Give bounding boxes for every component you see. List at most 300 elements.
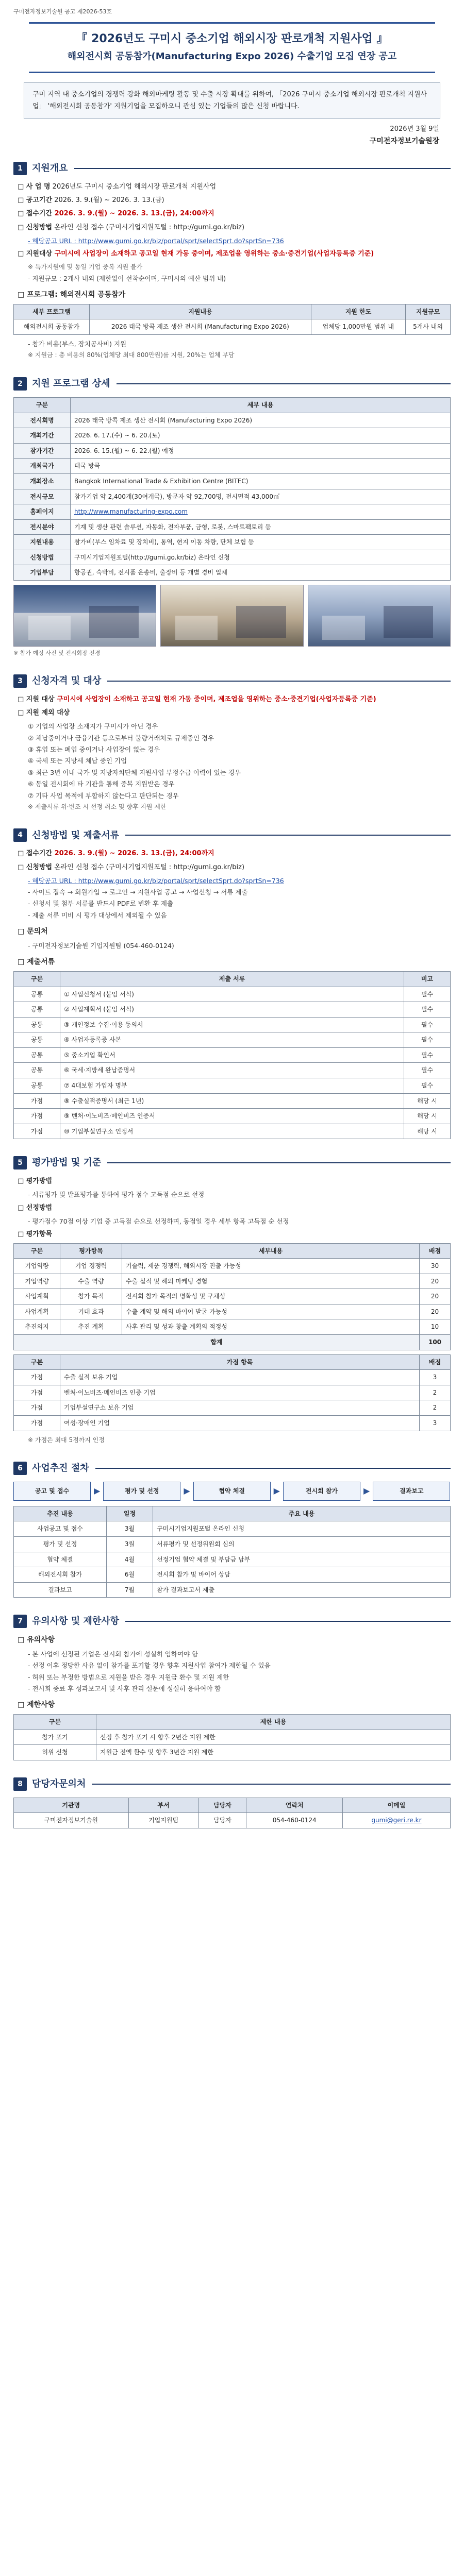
section-overview xyxy=(13,161,451,360)
table-cell: 10 xyxy=(420,1319,451,1335)
table-cell: 20 xyxy=(420,1304,451,1319)
table-row xyxy=(14,1715,451,1730)
table-header: 지원내용 xyxy=(90,304,311,319)
table-cell: 기술력, 제품 경쟁력, 해외시장 진출 가능성 xyxy=(122,1259,420,1274)
table-cell: 허위 신청 xyxy=(14,1745,96,1760)
table-header: 지원규모 xyxy=(406,304,451,319)
application-url[interactable]: - 해당공고 URL : http://www.gumi.go.kr/biz/portal/sprt/selectSprt.do?sprtSn=736 xyxy=(28,876,284,885)
table-row xyxy=(14,1536,451,1552)
table-header: 이메일 xyxy=(342,1798,450,1813)
table-cell: 가점 xyxy=(14,1124,60,1139)
exclusion-item: ④ 국세 또는 지방세 체납 중인 기업 xyxy=(28,757,127,765)
precaution-item: - 본 사업에 선정된 기업은 전시회 참가에 성실히 임하여야 함 xyxy=(28,1650,198,1658)
section-title: 지원개요 xyxy=(32,163,68,174)
table-row xyxy=(14,1124,451,1139)
table-row xyxy=(14,1354,451,1370)
table-cell: 추진 계획 xyxy=(60,1319,122,1335)
section-title: 신청방법 및 제출서류 xyxy=(32,829,120,841)
table-cell: 참가 목적 xyxy=(60,1289,122,1304)
precaution-item: - 전시회 종료 후 성과보고서 및 사후 관리 설문에 성실히 응하여야 함 xyxy=(28,1684,221,1692)
table-cell: 2026 태국 방콕 제조 생산 전시회 (Manufacturing Expo 2026) xyxy=(90,319,311,335)
overview-item: □ 공고기간 2026. 3. 9.(월) ~ 2026. 3. 13.(금) xyxy=(18,196,164,205)
table-cell: 기업지원팀 xyxy=(128,1813,198,1828)
process-step: 전시회 참가 xyxy=(283,1482,360,1501)
table-row xyxy=(14,1319,451,1335)
table-header: 연락처 xyxy=(246,1798,343,1813)
section-header xyxy=(13,377,451,391)
table-header: 배점 xyxy=(420,1354,451,1370)
table-cell: 30 xyxy=(420,1259,451,1274)
table-cell: 가점 xyxy=(14,1400,60,1416)
table-header: 구분 xyxy=(14,397,71,413)
expo-photo xyxy=(308,585,451,647)
table-cell: 7월 xyxy=(107,1582,153,1598)
table-cell: 해당 시 xyxy=(404,1093,451,1109)
intro-box: 구미 지역 내 중소기업의 경쟁력 강화 해외마케팅 활동 및 수출 시장 확대를 위하여, 「2026 구미시 중소기업 해외시장 판로개척 지원사업」 '해외전시회 공동참가' 지원기업을 모집하오니 관심 있는 기업들의 많은 신청 바랍니다. xyxy=(24,82,440,120)
table-row xyxy=(14,1109,451,1124)
table-cell: 2026. 6. 15.(월) ~ 6. 22.(월) 예정 xyxy=(71,443,451,459)
page-subtitle: 해외전시회 공동참가(Manufacturing Expo 2026) 수출기업 모집 연장 공고 xyxy=(67,50,397,62)
table-cell: 필수 xyxy=(404,1047,451,1063)
table-cell: 사업계획 xyxy=(14,1289,60,1304)
section-number: 6 xyxy=(13,1462,27,1475)
table-cell: 해외전시회 공동참가 xyxy=(14,319,90,335)
table-cell: 6월 xyxy=(107,1567,153,1583)
organization-name: 구미전자정보기술원장 xyxy=(369,137,439,145)
section-header xyxy=(13,1777,451,1791)
inquiry-title: □ 문의처 xyxy=(18,927,48,936)
documents-table xyxy=(13,971,451,1140)
table-cell: 구미시기업지원포털(http://gumi.go.kr/biz) 온라인 신청 xyxy=(71,550,451,565)
table-cell: 기업 경쟁력 xyxy=(60,1259,122,1274)
table-header: 제한 내용 xyxy=(96,1715,451,1730)
table-row xyxy=(14,489,451,504)
table-header: 기관명 xyxy=(14,1798,129,1813)
target-scale: - 지원규모 : 2개사 내외 (제한없이 선착순이며, 구미시의 예산 범위 내) xyxy=(28,274,226,282)
table-cell: 공통 xyxy=(14,1047,60,1063)
table-cell: 2026. 6. 17.(수) ~ 6. 20.(토) xyxy=(71,428,451,444)
exclusion-item: ③ 휴업 또는 폐업 중이거나 사업장이 없는 경우 xyxy=(28,745,160,754)
table-cell: 기업부설연구소 보유 기업 xyxy=(60,1400,420,1416)
table-cell: 필수 xyxy=(404,1002,451,1018)
table-cell: 참가기간 xyxy=(14,443,71,459)
table-cell: 해당 시 xyxy=(404,1124,451,1139)
exclusion-item: ② 체납중이거나 금융기관 등으로부터 불량거래처로 규제중인 경우 xyxy=(28,734,214,742)
table-row xyxy=(14,1416,451,1431)
table-header: 배점 xyxy=(420,1243,451,1259)
application-step: - 제출 서류 미비 시 평가 대상에서 제외될 수 있음 xyxy=(28,911,167,919)
table-header: 담당자 xyxy=(198,1798,246,1813)
limits-table xyxy=(13,1714,451,1760)
table-cell: 해외전시회 참가 xyxy=(14,1567,107,1583)
table-row xyxy=(14,1798,451,1813)
process-step: 평가 및 선정 xyxy=(103,1482,180,1501)
photo-caption: ※ 참가 예정 사진 및 전시회장 전경 xyxy=(13,650,101,657)
table-cell: 필수 xyxy=(404,1017,451,1032)
section-title: 신청자격 및 대상 xyxy=(32,675,102,687)
table-cell: 공통 xyxy=(14,1002,60,1018)
section-application xyxy=(13,828,451,1140)
eligibility-item: □ 지원 대상 구미시에 사업장이 소재하고 공고일 현재 가동 중이며, 제조업을 영위하는 중소·중견기업(사업자등록증 기준) xyxy=(18,696,376,703)
table-row xyxy=(14,1243,451,1259)
table-cell: ④ 사업자등록증 사본 xyxy=(60,1032,404,1048)
table-header: 부서 xyxy=(128,1798,198,1813)
table-cell: 사업계획 xyxy=(14,1304,60,1319)
table-row xyxy=(14,1304,451,1319)
table-row xyxy=(14,535,451,550)
overview-item: □ 사 업 명 2026년도 구미시 중소기업 해외시장 판로개척 지원사업 xyxy=(18,183,217,191)
section-header xyxy=(13,1156,451,1170)
program-note: - 참가 비용(부스, 장치공사비) 지원 xyxy=(28,340,127,348)
table-header: 세부내용 xyxy=(122,1243,420,1259)
application-step: - 사이트 접속 → 회원가입 → 로그인 → 지원사업 공고 → 사업신청 → 서류 제출 xyxy=(28,888,248,896)
process-table xyxy=(13,1506,451,1598)
table-row xyxy=(14,1506,451,1521)
process-step: 결과보고 xyxy=(373,1482,450,1501)
process-flow xyxy=(13,1482,451,1501)
table-cell: 사업공고 및 접수 xyxy=(14,1521,107,1537)
section-program-detail xyxy=(13,377,451,657)
section-divider xyxy=(107,1162,451,1163)
overview-item: □ 접수기간 2026. 3. 9.(월) ~ 2026. 3. 13.(금), 24:00까지 xyxy=(18,210,214,218)
table-cell: 4월 xyxy=(107,1552,153,1567)
eligibility-note: ※ 제출서류 위·변조 시 선정 취소 및 향후 지원 제한 xyxy=(28,803,167,810)
expo-photo xyxy=(13,585,156,647)
table-row xyxy=(14,1032,451,1048)
section-number: 4 xyxy=(13,828,27,842)
table-cell: 가점 xyxy=(14,1385,60,1400)
table-cell: 기계 및 생산 관련 솔루션, 자동화, 전자부품, 금형, 로봇, 스마트팩토리 등 xyxy=(71,519,451,535)
precaution-item: - 허위 또는 부정한 방법으로 지원을 받은 경우 지원금 환수 및 지원 제한 xyxy=(28,1673,229,1681)
table-cell: 가점 xyxy=(14,1416,60,1431)
section-header xyxy=(13,1614,451,1629)
table-header: 주요 내용 xyxy=(153,1506,451,1521)
table-cell: ③ 개인정보 수집·이용 동의서 xyxy=(60,1017,404,1032)
table-row xyxy=(14,397,451,413)
bonus-table xyxy=(13,1354,451,1431)
table-cell: 수출 계약 및 해외 바이어 발굴 가능성 xyxy=(122,1304,420,1319)
table-cell: 전시규모 xyxy=(14,489,71,504)
table-cell: 참가비(부스 임차료 및 장치비), 통역, 현지 이동 차량, 단체 보험 등 xyxy=(71,535,451,550)
table-cell: 전시분야 xyxy=(14,519,71,535)
table-row xyxy=(14,1552,451,1567)
table-row xyxy=(14,1370,451,1385)
table-cell: ⑨ 벤처·이노비즈·메인비즈 인증서 xyxy=(60,1109,404,1124)
table-row xyxy=(14,504,451,520)
table-cell: 선정 후 참가 포기 시 향후 2년간 지원 제한 xyxy=(96,1730,451,1745)
table-cell: 3월 xyxy=(107,1521,153,1537)
table-row xyxy=(14,1259,451,1274)
section-title: 담당자문의처 xyxy=(32,1778,86,1789)
selection-method: - 평가점수 70점 이상 기업 중 고득점 순으로 선정하며, 동점일 경우 세부 항목 고득점 순 선정 xyxy=(28,1217,289,1225)
table-cell: ⑧ 수출실적증명서 (최근 1년) xyxy=(60,1093,404,1109)
section-header xyxy=(13,161,451,176)
table-header: 구분 xyxy=(14,1715,96,1730)
section-header xyxy=(13,674,451,688)
section-contact xyxy=(13,1777,451,1828)
table-row xyxy=(14,1745,451,1760)
table-cell: ⑤ 중소기업 확인서 xyxy=(60,1047,404,1063)
precaution-item: - 선정 이후 정당한 사유 없이 참가를 포기할 경우 향후 지원사업 참여가 제한될 수 있음 xyxy=(28,1662,271,1670)
table-header: 추진 내용 xyxy=(14,1506,107,1521)
evaluation-item: □ 평가항목 xyxy=(18,1230,53,1239)
table-cell: 평가 및 선정 xyxy=(14,1536,107,1552)
table-cell: 참가기업 약 2,400개(30여개국), 방문자 약 92,700명, 전시면적 43,000㎡ xyxy=(71,489,451,504)
table-cell: 참가 포기 xyxy=(14,1730,96,1745)
section-divider xyxy=(125,835,451,836)
overview-item: □ 신청방법 온라인 신청 접수 (구미시기업지원포털 : http://gumi.go.kr/biz) xyxy=(18,223,245,231)
section-number: 7 xyxy=(13,1615,27,1628)
exclusion-item: ① 기업의 사업장 소재지가 구미시가 아닌 경우 xyxy=(28,722,158,731)
announcement-url[interactable]: - 해당공고 URL : http://www.gumi.go.kr/biz/portal/sprt/selectSprt.do?sprtSn=736 xyxy=(28,236,284,245)
section-divider xyxy=(117,383,451,384)
table-cell: 필수 xyxy=(404,1032,451,1048)
table-row xyxy=(14,473,451,489)
table-row xyxy=(14,1047,451,1063)
table-row xyxy=(14,987,451,1002)
table-row xyxy=(14,459,451,474)
table-header: 가점 항목 xyxy=(60,1354,420,1370)
table-row xyxy=(14,565,451,581)
table-cell: 협약 체결 xyxy=(14,1552,107,1567)
table-cell: 기대 효과 xyxy=(60,1304,122,1319)
table-cell: 추진의지 xyxy=(14,1319,60,1335)
section-title: 평가방법 및 기준 xyxy=(32,1157,102,1168)
program-detail-table xyxy=(13,397,451,581)
table-cell: 전시회 참가 및 바이어 상담 xyxy=(153,1567,451,1583)
section-header xyxy=(13,828,451,843)
table-row xyxy=(14,1002,451,1018)
table-cell: 공통 xyxy=(14,1078,60,1094)
table-row xyxy=(14,1289,451,1304)
bonus-note: ※ 가점은 최대 5점까지 인정 xyxy=(28,1436,105,1444)
arrow-right-icon: ▶ xyxy=(94,1486,101,1496)
table-cell: 전시회 참가 목적의 명확성 및 구체성 xyxy=(122,1289,420,1304)
table-header: 구분 xyxy=(14,1243,60,1259)
evaluation-table xyxy=(13,1243,451,1350)
expo-photo xyxy=(160,585,303,647)
table-cell: 사후 관리 및 성과 창출 계획의 적정성 xyxy=(122,1319,420,1335)
table-row xyxy=(14,550,451,565)
section-header xyxy=(13,1461,451,1476)
application-step: - 신청서 및 첨부 서류를 반드시 PDF로 변환 후 제출 xyxy=(28,900,173,908)
program-table xyxy=(13,304,451,335)
table-cell: 기업역량 xyxy=(14,1259,60,1274)
table-row xyxy=(14,1274,451,1289)
table-cell: 구미전자정보기술원 xyxy=(14,1813,129,1828)
table-total-row xyxy=(14,1335,451,1350)
table-cell: 공통 xyxy=(14,1032,60,1048)
arrow-right-icon: ▶ xyxy=(184,1486,190,1496)
table-cell: 20 xyxy=(420,1289,451,1304)
table-cell: 수출 역량 xyxy=(60,1274,122,1289)
section-divider xyxy=(74,168,451,169)
table-cell: 여성·장애인 기업 xyxy=(60,1416,420,1431)
limits-title: □ 제한사항 xyxy=(18,1701,55,1709)
section-process xyxy=(13,1461,451,1598)
arrow-right-icon: ▶ xyxy=(363,1486,370,1496)
evaluation-item: □ 평가방법 xyxy=(18,1177,53,1185)
table-cell: 지원내용 xyxy=(14,535,71,550)
section-title: 사업추진 절차 xyxy=(32,1463,89,1474)
program-title: □ 프로그램: 해외전시회 공동참가 xyxy=(18,291,126,299)
table-cell: 결과보고 xyxy=(14,1582,107,1598)
section-number: 2 xyxy=(13,377,27,391)
table-cell: ② 사업계획서 (붙임 서식) xyxy=(60,1002,404,1018)
table-header: 세부 프로그램 xyxy=(14,304,90,319)
table-cell: 개최기간 xyxy=(14,428,71,444)
target-note: ※ 특가지원에 및 동일 기업 중복 지원 불가 xyxy=(28,263,143,271)
table-cell: 5개사 내외 xyxy=(406,319,451,335)
table-cell: 2026 태국 방콕 제조 생산 전시회 (Manufacturing Expo 2026) xyxy=(71,413,451,428)
docs-title: □ 제출서류 xyxy=(18,958,55,967)
table-cell: 전시회명 xyxy=(14,413,71,428)
table-cell: 20 xyxy=(420,1274,451,1289)
table-cell: 054-460-0124 xyxy=(246,1813,343,1828)
table-cell: 홈페이지 xyxy=(14,504,71,520)
table-cell: 2 xyxy=(420,1385,451,1400)
section-divider xyxy=(107,681,451,682)
section-eligibility xyxy=(13,674,451,811)
table-row xyxy=(14,319,451,335)
table-cell: 공통 xyxy=(14,1063,60,1078)
table-cell: 개최국가 xyxy=(14,459,71,474)
expo-homepage-link[interactable]: http://www.manufacturing-expo.com xyxy=(71,504,451,520)
eligibility-item: □ 지원 제외 대상 xyxy=(18,709,70,717)
table-header: 구분 xyxy=(14,1354,60,1370)
table-header: 구분 xyxy=(14,971,60,987)
table-cell: 선정기업 협약 체결 및 부담금 납부 xyxy=(153,1552,451,1567)
section-divider xyxy=(92,1784,451,1785)
table-row xyxy=(14,1521,451,1537)
section-number: 8 xyxy=(13,1777,27,1791)
section-number: 3 xyxy=(13,674,27,688)
table-row xyxy=(14,971,451,987)
table-cell: 개최장소 xyxy=(14,473,71,489)
table-cell: 3 xyxy=(420,1370,451,1385)
table-cell: 필수 xyxy=(404,1078,451,1094)
table-cell: 신청방법 xyxy=(14,550,71,565)
precautions-title: □ 유의사항 xyxy=(18,1636,55,1645)
table-header: 비고 xyxy=(404,971,451,987)
table-row xyxy=(14,1730,451,1745)
table-row xyxy=(14,413,451,428)
table-cell: 수출 실적 및 해외 마케팅 경험 xyxy=(122,1274,420,1289)
section-divider xyxy=(125,1621,451,1622)
table-cell: 기업부담 xyxy=(14,565,71,581)
table-cell: ⑦ 4대보험 가입자 명부 xyxy=(60,1078,404,1094)
section-number: 1 xyxy=(13,162,27,175)
target-item: □ 지원대상 구미시에 사업장이 소재하고 공고일 현재 가동 중이며, 제조업을 영위하는 중소·중견기업(사업자등록증 기준) xyxy=(18,250,374,258)
table-cell: 기업역량 xyxy=(14,1274,60,1289)
table-cell: 2 xyxy=(420,1400,451,1416)
table-cell: 가점 xyxy=(14,1370,60,1385)
expo-photos xyxy=(13,585,451,647)
process-step: 협약 체결 xyxy=(193,1482,271,1501)
table-cell: ① 사업신청서 (붙임 서식) xyxy=(60,987,404,1002)
evaluation-item: □ 선정방법 xyxy=(18,1204,53,1212)
table-cell: 업체당 1,000만원 범위 내 xyxy=(311,319,405,335)
table-cell: 지원금 전액 환수 및 향후 3년간 지원 제한 xyxy=(96,1745,451,1760)
table-cell: ⑥ 국세·지방세 완납증명서 xyxy=(60,1063,404,1078)
table-row xyxy=(14,1400,451,1416)
table-cell: 공통 xyxy=(14,1017,60,1032)
table-cell: ⑩ 기업부설연구소 인정서 xyxy=(60,1124,404,1139)
exclusion-item: ⑦ 기타 사업 목적에 부합하지 않는다고 판단되는 경우 xyxy=(28,791,179,800)
table-cell: 항공권, 숙박비, 전시품 운송비, 출장비 등 개별 경비 일체 xyxy=(71,565,451,581)
table-row xyxy=(14,1063,451,1078)
table-header: 일정 xyxy=(107,1506,153,1521)
section-divider xyxy=(95,1468,451,1469)
table-row xyxy=(14,428,451,444)
program-note: ※ 지원금 : 총 비용의 80%(업체당 최대 800만원)를 지원, 20%는 업체 부담 xyxy=(28,351,235,359)
table-cell: 공통 xyxy=(14,987,60,1002)
table-cell: 벤처·이노비즈·메인비즈 인증 기업 xyxy=(60,1385,420,1400)
table-cell: 필수 xyxy=(404,987,451,1002)
exclusion-item: ⑤ 최근 3년 이내 국가 및 지방자치단체 지원사업 부정수급 이력이 있는 경우 xyxy=(28,768,241,776)
document-number: 구미전자정보기술원 공고 제2026-53호 xyxy=(13,8,112,15)
table-cell: 해당 시 xyxy=(404,1109,451,1124)
inquiry-contact: - 구미전자정보기술원 기업지원팀 (054-460-0124) xyxy=(28,941,174,950)
process-step: 공고 및 접수 xyxy=(13,1482,91,1501)
table-row xyxy=(14,1078,451,1094)
table-cell: 100 xyxy=(420,1335,451,1350)
announcement-date: 2026년 3월 9일 xyxy=(390,125,439,133)
arrow-right-icon: ▶ xyxy=(273,1486,280,1496)
evaluation-method: - 서류평가 및 발표평가를 통하여 평가 점수 고득점 순으로 선정 xyxy=(28,1191,205,1199)
table-header: 제출 서류 xyxy=(60,971,404,987)
exclusion-item: ⑥ 동일 전시회에 타 기관을 통해 중복 지원받은 경우 xyxy=(28,780,175,788)
table-cell: 가점 xyxy=(14,1109,60,1124)
table-cell: 3 xyxy=(420,1416,451,1431)
table-row xyxy=(14,304,451,319)
table-cell: 참가 결과보고서 제출 xyxy=(153,1582,451,1598)
section-evaluation xyxy=(13,1156,451,1445)
table-row xyxy=(14,519,451,535)
table-cell: 수출 실적 보유 기업 xyxy=(60,1370,420,1385)
table-cell: 필수 xyxy=(404,1063,451,1078)
table-row xyxy=(14,1385,451,1400)
title-box xyxy=(29,22,435,73)
contact-table xyxy=(13,1798,451,1828)
contact-email-link[interactable]: gumi@geri.re.kr xyxy=(342,1813,450,1828)
table-row xyxy=(14,443,451,459)
application-item: □ 신청방법 온라인 신청 접수 (구미시기업지원포털 : http://gumi.go.kr/biz) xyxy=(18,863,245,871)
page-title: 『 2026년도 구미시 중소기업 해외시장 판로개척 지원사업 』 xyxy=(76,32,388,46)
table-cell: 구미시기업지원포털 온라인 신청 xyxy=(153,1521,451,1537)
section-number: 5 xyxy=(13,1156,27,1170)
table-header: 지원 한도 xyxy=(311,304,405,319)
table-row xyxy=(14,1813,451,1828)
table-cell: 담당자 xyxy=(198,1813,246,1828)
section-precautions xyxy=(13,1614,451,1760)
table-row xyxy=(14,1582,451,1598)
section-title: 유의사항 및 제한사항 xyxy=(32,1616,120,1627)
table-cell: Bangkok International Trade & Exhibition Centre (BITEC) xyxy=(71,473,451,489)
table-header: 평가항목 xyxy=(60,1243,122,1259)
section-title: 지원 프로그램 상세 xyxy=(32,378,110,389)
table-row xyxy=(14,1017,451,1032)
table-header: 세부 내용 xyxy=(71,397,451,413)
table-cell: 태국 방콕 xyxy=(71,459,451,474)
table-cell: 가점 xyxy=(14,1093,60,1109)
table-cell: 서류평가 및 선정위원회 심의 xyxy=(153,1536,451,1552)
table-cell: 3월 xyxy=(107,1536,153,1552)
table-row xyxy=(14,1567,451,1583)
application-item: □ 접수기간 2026. 3. 9.(월) ~ 2026. 3. 13.(금), 24:00까지 xyxy=(18,850,214,858)
table-row xyxy=(14,1093,451,1109)
table-cell: 합계 xyxy=(14,1335,420,1350)
